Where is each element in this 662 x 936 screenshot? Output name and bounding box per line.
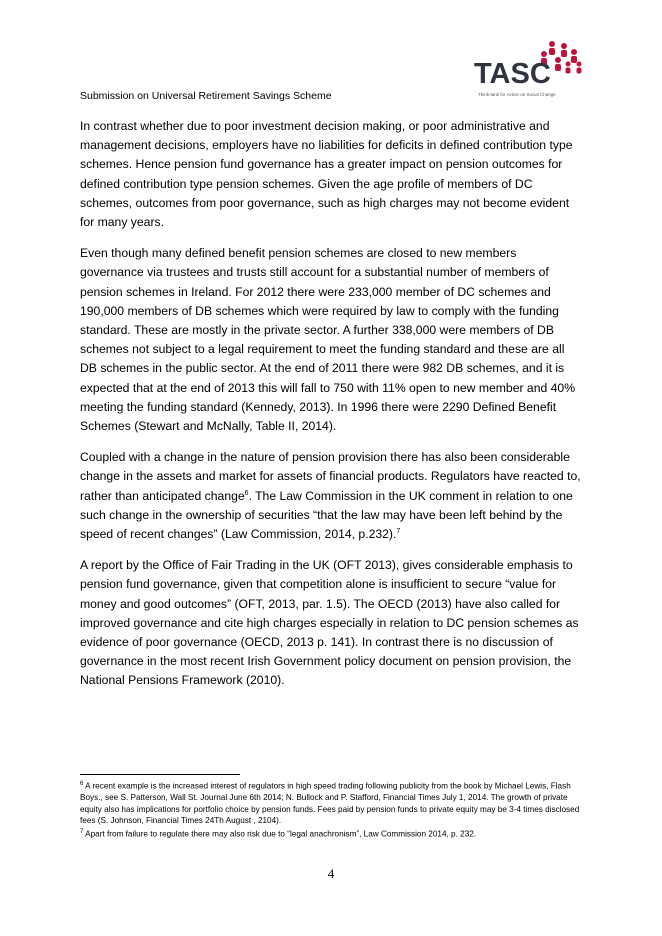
running-header: Submission on Universal Retirement Savings Scheme bbox=[80, 90, 332, 102]
footnote-6-text: A recent example is the increased interest of regulators in high speed trading following publicity from the book by Michael Lewis, Flash Boys., see S. Patterson, Wall St. Journal June 6th 2014; N. Bullock and P. Stafford, Financial Times July 1, 2014. The growth of private equity also has implications for portfolio choice by pension funds. Fees paid by pension funds to private equity may be 3-4 times disclosed fees (S. Johnson, Financial Times 24Th August , 2104). bbox=[80, 781, 580, 826]
footnote-6-number: 6 bbox=[80, 781, 84, 787]
footnote-6 bbox=[80, 779, 582, 827]
tasc-logo bbox=[474, 40, 584, 104]
page-number: 4 bbox=[327, 866, 335, 881]
footnote-divider bbox=[80, 774, 240, 775]
footnote-7-number: 7 bbox=[80, 828, 84, 835]
paragraph-2: Even though many defined benefit pension schemes are closed to new members governance via trustees and trusts still account for a substantial number of members of pension schemes in Ireland. For 2012 there were 233,000 member of DC schemes and 190,000 members of DB schemes which were required by law to comply with the funding standard. These are mostly in the private sector. A further 338,000 were members of DB schemes not subject to a legal requirement to meet the funding standard and these are all DB schemes in the public sector. At the end of 2011 there were 982 DB schemes, and it is expected that at the end of 2013 this will fall to 750 with 11% open to new member and 40% meeting the funding standard (Kennedy, 2013). In 1996 there were 2290 Defined Benefit Schemes (Stewart and McNally, Table II, 2014). bbox=[80, 246, 576, 434]
paragraph-3-text-a: Coupled with a change in the nature of pension provision there has also been considerable change in the assets and market for assets of financial products. Regulators have reacted to, rather than anticipated change bbox=[80, 450, 581, 503]
footnote-7 bbox=[80, 827, 582, 840]
footnote-ref-7[interactable]: 7 bbox=[396, 528, 401, 535]
logo-tagline: Think-tank for Action on Social Change bbox=[478, 92, 556, 97]
footnote-7-text: Apart from failure to regulate there may also risk due to “legal anachronism”, Law Commission 2014, p. 232. bbox=[83, 829, 477, 839]
body-text bbox=[80, 117, 582, 703]
paragraph-1: In contrast whether due to poor investment decision making, or poor administrative and management decisions, employers have no liabilities for deficits in defined contribution type schemes. Hence pension fund governance has a greater impact on pension outcomes for defined contribution type pension schemes. Given the age profile of members of DC schemes, outcomes from poor governance, such as high charges may not become evident for many years. bbox=[80, 119, 573, 230]
paragraph-3 bbox=[80, 448, 582, 544]
logo-wordmark: TASC bbox=[474, 58, 551, 90]
paragraph-3-text-b: . The Law Commission in the UK comment in relation to one such change in the ownership of securities “that the law may have been left behind by the speed of recent changes” (Law Commission, 2014, p.232). bbox=[80, 488, 573, 542]
paragraph-4: A report by the Office of Fair Trading in the UK (OFT 2013), gives considerable emphasis to pension fund governance, given that competition alone is insufficient to secure “value for money and good outcomes” (OFT, 2013, par. 1.5). The OECD (2013) have also called for improved governance and cite high charges especially in relation to DC pension schemes as evidence of poor governance (OECD, 2013 p. 141). In contrast there is no discussion of governance in the most recent Irish Government policy document on pension provision, the National Pensions Framework (2010). bbox=[80, 558, 579, 688]
footnotes bbox=[80, 779, 582, 840]
footnote-ref-6[interactable]: 6 bbox=[244, 489, 249, 497]
